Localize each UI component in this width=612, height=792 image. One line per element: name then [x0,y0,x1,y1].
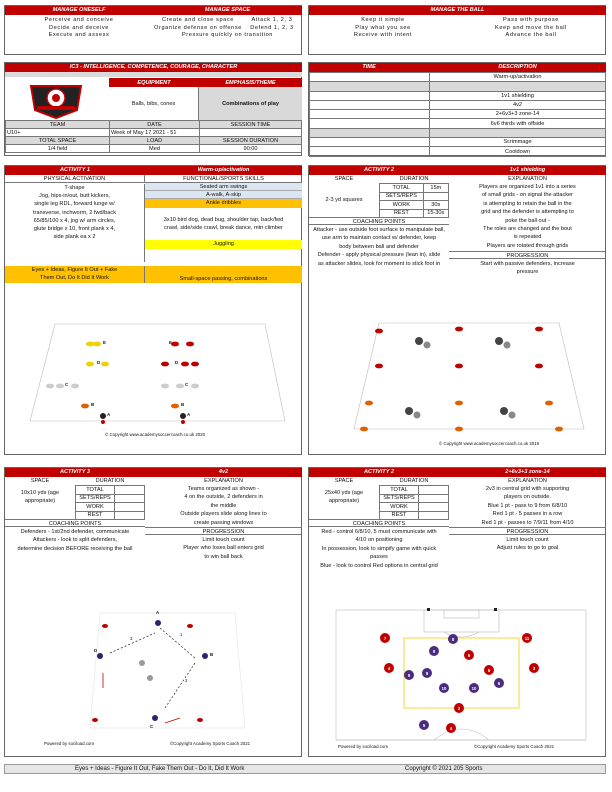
activity3-progression: Limit touch count Player who loses ball enters grid to win ball back [183,537,264,560]
copyright-text: © Copyright www.academysoccercoach.co.uk 2019 [439,441,540,446]
manage-space-left: Create and close space Organize defense on offense [154,17,242,31]
activity2-title: ACTIVITY 2 [309,166,449,175]
cone-label: D [97,360,101,365]
session-time-value [200,129,302,137]
duration-label: DURATION [95,478,125,484]
explanation-label: EXPLANATION [508,176,547,182]
manage-ball-left: Keep it simple Play what you see Receive with intent [353,17,413,39]
copyright-text: ©Copyright Academy Sports Coach 2021 [474,744,555,749]
session-banner: IC3 - INTELLIGENCE, COMPETENCE, COURAGE, CHARACTER [5,63,302,72]
activity1-title: ACTIVITY 1 [5,166,145,175]
functional-orange: Ankle dribbles [145,199,302,207]
copyright-text: ©Copyright Academy Sports Coach 2021 [170,741,251,746]
red-player: 2 [454,703,464,713]
player-markers [334,608,594,753]
manage-ball-right: Pass with purpose Keep and move the ball Advance the ball [495,17,567,39]
pass-number: 1 [180,632,183,637]
activity2-coaching: Attacker - use outside foot surface to manipulate ball, use arm to maintain contact w/ defender, keep body between ball and defender Defender - apply physical pressure (lean in), slide as attacker slides, look for moment to stick foot in [313,227,445,267]
activity1-theme: Warm-up/activation [145,166,302,175]
activity3-explanation: Teams organized as shown - 4 on the outside, 2 defenders in the middle Outside players slide along lines to create passing windows [180,486,267,526]
blue-player: 8 [422,668,432,678]
manage-space-right: Attack 1, 2, 3 Defend 1, 2, 3 [250,17,294,31]
club-logo [21,80,91,120]
progression-label: PROGRESSION [449,527,606,535]
activity4-theme: 2+6v3+3 zone-14 [449,468,606,477]
coaching-label: COACHING POINTS [5,519,145,527]
space-label: SPACE [334,478,354,484]
manage-oneself-title: MANAGE ONESELF [5,6,153,15]
schedule-time [310,73,430,82]
header-left-panel [4,5,302,55]
space-value: 25x40 yds (age appropriate) [324,490,364,504]
functional-label: FUNCTIONAL/SPORTS SKILLS [145,175,302,183]
duration-label: DURATION [399,176,429,182]
player-label: B [210,652,214,657]
progression-label: PROGRESSION [449,251,606,259]
schedule-time [310,119,430,128]
schedule-time [310,91,430,100]
emphasis-label: EMPHASIS/THEME [199,78,302,87]
activity1-diagram [15,316,295,441]
cone-label: E [169,340,172,345]
date-value: Week of May 17 2021 - 51 [110,129,200,137]
space-label: SPACE [30,478,50,484]
activity4-progression: Limit touch count Adjust rules to go to goal [496,537,559,552]
red-player: 5 [464,650,474,660]
player-label: D [94,648,98,653]
schedule-desc: Warm-up/activation [430,73,606,82]
session-info-panel [4,62,302,156]
activity1-bottom-left: Eyes + Ideas, Figure It Out + Fake Them Out, Do It Did It Work [5,266,145,283]
description-header: DESCRIPTION [429,63,606,72]
cone-label: C [185,382,189,387]
player-label: C [150,724,154,729]
schedule-desc: 2+6v3+3 zone-14 [430,110,606,119]
manage-space-title: MANAGE SPACE [153,6,302,15]
footer-motto: Eyes + Ideas - Figure It Out, Fake Them Out - Do It, Did It Work [75,766,245,772]
powered-by: Powered by sociload.com [44,741,95,746]
header-right-panel [308,5,606,55]
activity1-panel [4,165,302,455]
activity4-diagram [334,608,594,753]
manage-ball-title: MANAGE THE BALL [309,6,606,15]
total-space-value: 1/4 field [6,145,110,153]
cone-label: B [181,402,185,407]
schedule-desc [430,128,606,137]
schedule-panel [308,62,606,156]
functional-blue-1: Seated arm swings [145,183,302,191]
manage-oneself-lines: Perceive and conceive Decide and deceive Execute and assess [44,17,114,39]
schedule-time [310,82,430,91]
red-player: 11 [522,633,532,643]
activity4-panel: ACTIVITY 2 2+6v3+3 zone-14 SPACE DURATION EXPLANATION 25x40 yds (age appropriate) TOTAL SETS/REPS WORK REST 2v3 in central grid with supporting players on outside. Blue 1 pt - pass to 9 from 6/8/10 Red 1 pt - 5 passes in a row Red 1 pt - passes to 7/9/11 from 4/10 COACHING POINTS Red - control 6/8/10, 5 must communicate with 4/10 on positioning In possession, look to simpify game with quick passes Blue - look to control Red options in central grid PROGRESSION Limit touch count Adjust rules to go to goal 7 8 9 11 4 5 6 10 3 2 9 8 10 5 4 6 Powered by sociload.com ©Copyright Academy Sports Coach 2021 [308,467,606,757]
red-player: 6 [484,665,494,675]
red-player: 7 [380,633,390,643]
coaching-label: COACHING POINTS [309,519,449,527]
activity3-diagram [40,608,290,753]
blue-player: 10 [439,683,449,693]
blue-player: 10 [469,683,479,693]
red-player: 3 [529,663,539,673]
red-player: 4 [384,663,394,673]
pass-number: 3 [130,636,133,641]
emphasis-value: Combinations of play [199,87,302,120]
activity3-theme: 4v2 [145,468,302,477]
cone-label: C [65,382,69,387]
functional-text-1: 3x10 bird dog, dead bug, shoulder tap, back/fwd [163,216,284,223]
schedule-desc [430,82,606,91]
functional-blue-2: A-walk, A-skip [145,191,302,199]
cone-label: A [187,412,191,417]
equipment-label: EQUIPMENT [109,78,199,87]
load-value: Med [110,145,200,153]
progression-label: PROGRESSION [145,527,302,535]
activity3-panel: ACTIVITY 3 4v2 SPACE DURATION EXPLANATION 10x10 yds (age appropriate) TOTAL SETS/REPS WORK REST Teams organized as shown - 4 on the outside, 2 defenders in the middle Outside players slide along lines to create passing windows COACHING POINTS Defenders - 1st/2nd defender, communicate Attackers - look to split defenders, determine decision BEFORE receiving the ball PROGRESSION Limit touch count Player who loses ball enters grid to win ball back A B C D 1 2 3 Powered by sociload.com ©Copyright Academy Sports Coach 2021 [4,467,302,757]
functional-text-2: crawl, side/side crawl, break dance, mtn climber [164,224,283,231]
coaching-label: COACHING POINTS [309,217,449,225]
red-player: 4 [446,723,456,733]
activity2-progression: Start with passive defenders, increase pressure [480,261,575,276]
equipment-value: Balls, bibs, cones [109,87,199,120]
player-label: A [156,610,160,615]
cone-label: E [103,340,106,345]
schedule-time [310,110,430,119]
activity3-coaching: Defenders - 1st/2nd defender, communicate Attackers - look to split defenders, determine decision BEFORE receiving the ball [17,529,133,552]
manage-space-bottom: Pressure quickly on transition [181,32,274,38]
schedule-desc: Cooldown [430,147,606,156]
session-duration-value: 90:00 [200,145,302,153]
time-header: TIME [309,63,429,72]
team-value: U10+ [6,129,110,137]
activity4-coaching: Red - control 6/8/10, 5 must communicate with 4/10 on positioning In possession, look to simpify game with quick passes Blue - look to control Red options in central grid [320,529,438,569]
activity3-title: ACTIVITY 3 [5,468,145,477]
space-label: SPACE [334,176,354,182]
schedule-time [310,138,430,147]
duration-label: DURATION [399,478,429,484]
schedule-time [310,147,430,156]
pass-number: 2 [185,678,188,683]
explanation-label: EXPLANATION [204,478,243,484]
schedule-time [310,100,430,109]
explanation-label: EXPLANATION [508,478,547,484]
powered-by: Powered by sociload.com [338,744,389,749]
physical-text: T-shape Jog, hips-in/out, butt kickers, single leg RDL, forward lunge w/ transverse, inchworm, 2 fwd/back 65/85/100 x 4, jog w/ arm circles, glute bridge x 10, front plank x 4, side plank ea x 2 [5,184,145,262]
blue-player: 5 [419,720,429,730]
team-label: TEAM [6,121,110,129]
activity4-explanation: 2v3 in central grid with supporting players on outside. Blue 1 pt - pass to 9 from 6/8/10 Red 1 pt - 5 passes in a row Red 1 pt - passes to 7/9/11 from 4/10 [481,486,574,526]
activity2-theme: 1v1 shielding [449,166,606,175]
activity2-explanation: Players are organized 1v1 into a series of small grids - on signal the attacker is attempting to retain the ball in the grid and the defender is attempting to poke the ball out - The roles are changed and the bout is repeated Players are rotated through grids [479,184,576,249]
schedule-time [310,128,430,137]
space-value: 2-3 yd squares [325,197,363,203]
session-duration-label: SESSION DURATION [200,137,302,145]
footer-copyright: Copyright © 2021 205 Sports [405,766,483,772]
schedule-desc: 1v1 shielding [430,91,606,100]
blue-player: 9 [429,646,439,656]
copyright-text: © Copyright www.academysoccercoach.co.uk 2020 [105,432,206,437]
physical-label: PHYSICAL ACTIVATION [5,175,145,183]
cone-label: D [175,360,179,365]
blue-player: 9 [404,670,414,680]
blue-player: 6 [494,678,504,688]
session-time-label: SESSION TIME [200,121,302,129]
blue-player: 8 [448,634,458,644]
functional-yellow: Juggling [145,240,302,248]
cone-label: B [91,402,95,407]
activity2-diagram [349,311,589,451]
functional-column [145,183,302,249]
date-label: DATE [110,121,200,129]
schedule-desc: Scrimmage [430,138,606,147]
schedule-desc: 4v2 [430,100,606,109]
load-label: LOAD [110,137,200,145]
total-space-label: TOTAL SPACE [6,137,110,145]
activity1-bottom-right: Small-space passing, combinations [145,266,302,283]
space-value: 10x10 yds (age appropriate) [20,490,60,504]
activity2-panel: ACTIVITY 2 1v1 shielding SPACE DURATION EXPLANATION 2-3 yd squares TOTAL 15m SETS/REPS WORK 30s REST 15-30s Players are organized 1v1 into a series of small grids - on signal the attacker is attempting to retain the ball in the grid and the defender is attempting to poke the ball out - The roles are changed and the bout is repeated Players are rotated through grids COACHING POINTS Attacker - use outside foot surface to manipulate ball, use arm to maintain contact w/ defender, keep body between ball and defender Defender - apply physical pressure (lean in), slide as attacker slides, look for moment to stick foot in PROGRESSION Start with passive defenders, increase pressure © Copyright www.academysoccercoach.co.uk 2019 [308,165,606,455]
footer [4,764,606,774]
cone-label: A [107,412,111,417]
schedule-desc: 6v6 thirds with offside [430,119,606,128]
activity4-title: ACTIVITY 2 [309,468,449,477]
